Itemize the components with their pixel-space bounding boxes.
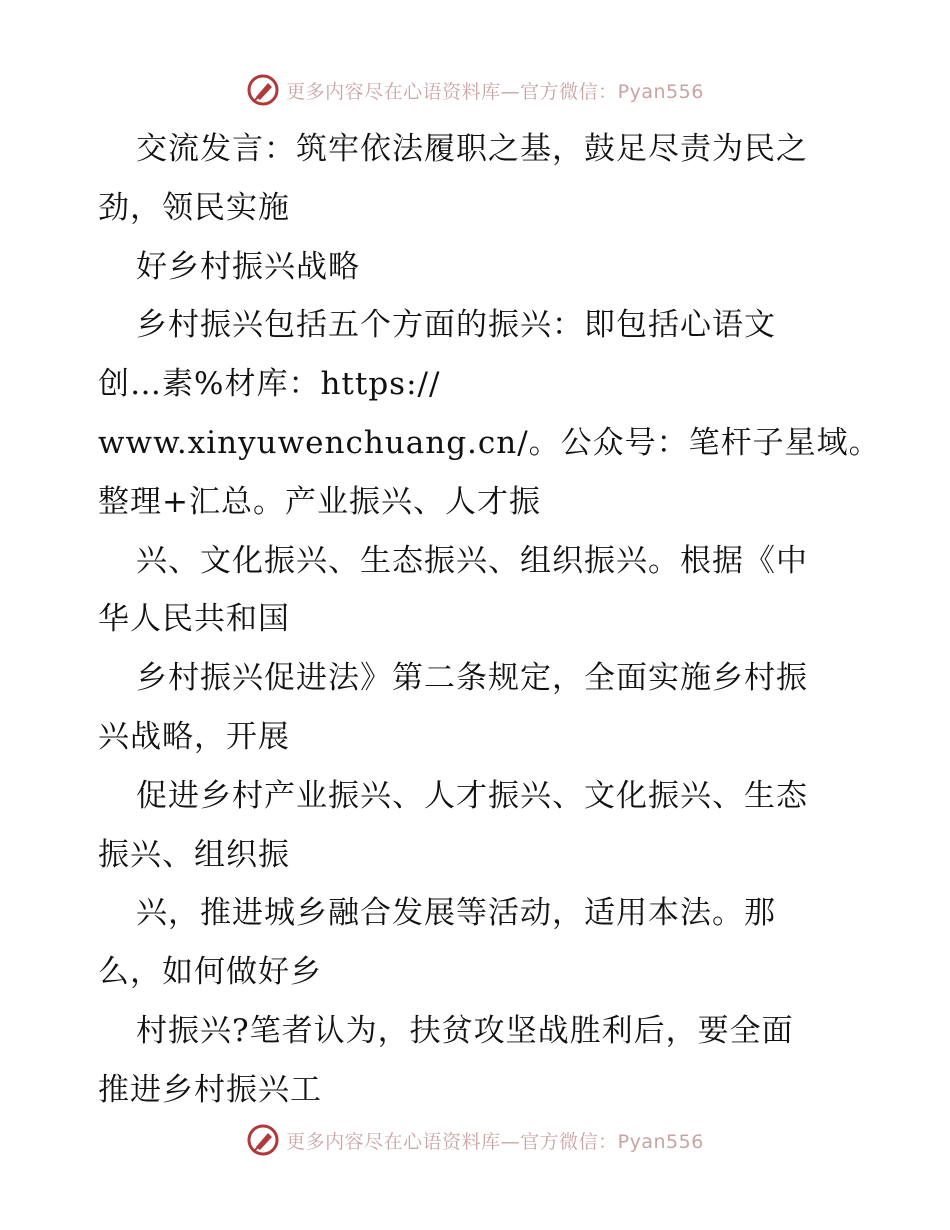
text-line: 交流发言：筑牢依法履职之基，鼓足尽责为民之 bbox=[136, 131, 808, 167]
text-line: 乡村振兴包括五个方面的振兴：即包括心语文 bbox=[136, 307, 776, 344]
text-line: 乡村振兴促进法》第二条规定，全面实施乡村振 bbox=[136, 660, 808, 697]
watermark-text: 更多内容尽在心语资料库—官方微信：Pyan556 bbox=[286, 80, 704, 103]
pen-logo-icon bbox=[246, 73, 280, 107]
text-line: 华人民共和国 bbox=[98, 601, 290, 638]
header-watermark bbox=[0, 70, 950, 110]
text-line: 整理+汇总。产业振兴、人才振 bbox=[98, 483, 541, 520]
text-line: 劲，领民实施 bbox=[98, 189, 290, 226]
text-line: 促进乡村产业振兴、人才振兴、文化振兴、生态 bbox=[136, 777, 808, 814]
text-line: www.xinyuwenchuang.cn/。公众号：笔杆子星域。 bbox=[98, 424, 881, 461]
text-line: 推进乡村振兴工 bbox=[98, 1071, 322, 1108]
text-line: 村振兴?笔者认为，扶贫攻坚战胜利后，要全面 bbox=[136, 1012, 794, 1049]
document-body bbox=[98, 120, 881, 1120]
text-line: 么，如何做好乡 bbox=[98, 954, 322, 991]
footer-watermark bbox=[0, 1120, 950, 1160]
watermark-text: 更多内容尽在心语资料库—官方微信：Pyan556 bbox=[286, 1130, 704, 1153]
text-line: 兴、文化振兴、生态振兴、组织振兴。根据《中 bbox=[136, 542, 808, 579]
text-line: 兴战略，开展 bbox=[98, 718, 290, 755]
pen-logo-icon bbox=[246, 1123, 280, 1157]
text-line: 兴，推进城乡融合发展等活动，适用本法。那 bbox=[136, 895, 776, 932]
text-line: 振兴、组织振 bbox=[98, 836, 290, 873]
text-line: 创…素%材库：https:// bbox=[98, 366, 441, 403]
text-line: 好乡村振兴战略 bbox=[136, 248, 360, 285]
